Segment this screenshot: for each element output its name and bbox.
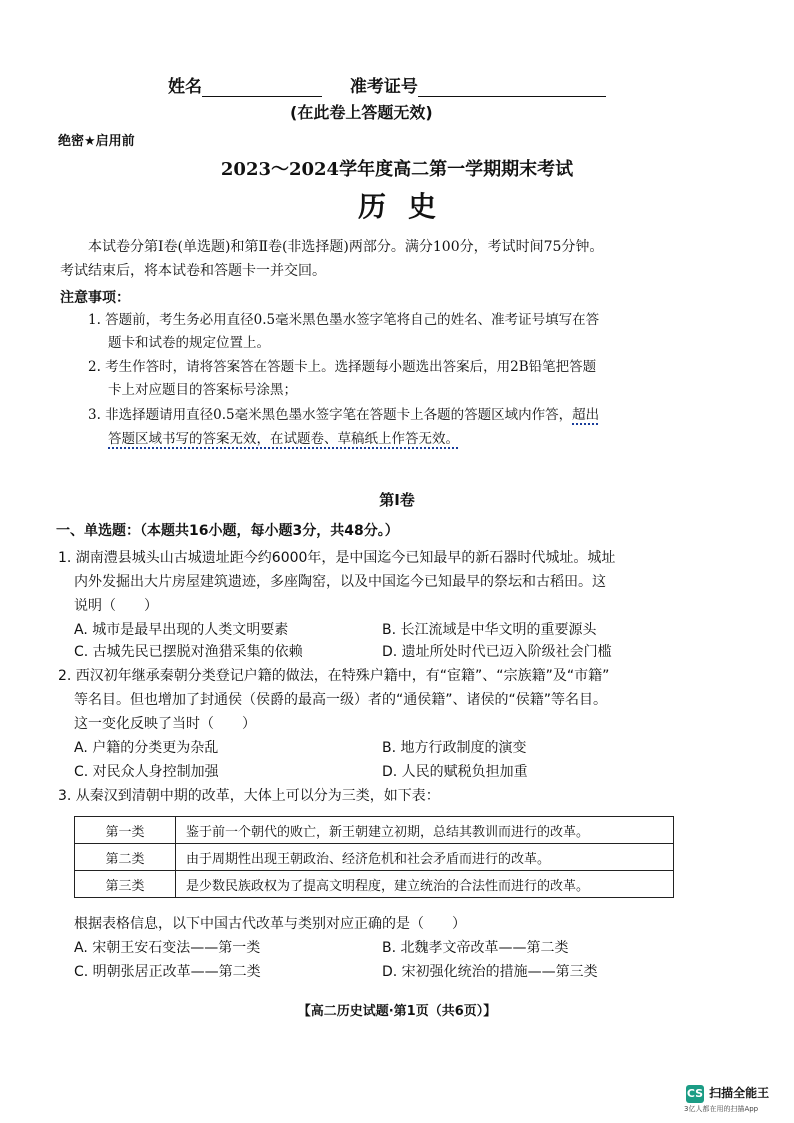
q3-option-a: A. 宋朝王安石变法——第一类 xyxy=(74,940,261,956)
intro-line-2: 考试结束后，将本试卷和答题卡一并交回。 xyxy=(60,263,326,279)
q2-line-1: 2. 西汉初年继承秦朝分类登记户籍的做法，在特殊户籍中，有“宦籍”、“宗族籍”及“市籍” xyxy=(58,668,610,684)
note-2-b: 卡上对应题目的答案标号涂黑； xyxy=(108,382,297,398)
table-row xyxy=(75,871,674,898)
watermark-tagline: 3亿人都在用的扫描App xyxy=(684,1105,759,1113)
scanner-watermark xyxy=(686,1082,769,1103)
row-desc: 是少数民族政权为了提高文明程度，建立统治的合法性而进行的改革。 xyxy=(176,871,674,898)
cs-logo: CS xyxy=(686,1085,704,1103)
q1-option-d: D. 遗址所处时代已迈入阶级社会门槛 xyxy=(382,644,612,660)
q3-option-d: D. 宋初强化统治的措施——第三类 xyxy=(382,964,598,980)
q2-line-3: 这一变化反映了当时（ ） xyxy=(74,716,256,732)
intro-line-1: 本试卷分第Ⅰ卷(单选题)和第Ⅱ卷(非选择题)两部分。满分100分，考试时间75分钟。 xyxy=(88,239,604,255)
table-row xyxy=(75,817,674,844)
table-row xyxy=(75,844,674,871)
section-title: 第Ⅰ卷 xyxy=(379,491,415,509)
q1-line-1: 1. 湖南澧县城头山古城遗址距今约6000年，是中国迄今已知最早的新石器时代城址。城址 xyxy=(58,550,616,566)
row-label: 第三类 xyxy=(75,871,176,898)
note-3-a-text: 3. 非选择题请用直径0.5毫米黑色墨水签字笔在答题卡上各题的答题区域内作答， xyxy=(88,407,573,423)
row-desc: 由于周期性出现王朝政治、经济危机和社会矛盾而进行的改革。 xyxy=(176,844,674,871)
q1-option-a: A. 城市是最早出现的人类文明要素 xyxy=(74,622,289,638)
note-3-a-dotted: 超出 xyxy=(572,407,600,423)
reform-table xyxy=(74,816,674,898)
part-heading: 一、单选题：（本题共16小题，每小题3分，共48分。） xyxy=(56,523,399,539)
q2-option-d: D. 人民的赋税负担加重 xyxy=(382,764,528,780)
name-blank xyxy=(202,78,322,97)
q1-option-c: C. 古城先民已摆脱对渔猎采集的依赖 xyxy=(74,644,303,660)
exam-subject: 历史 xyxy=(357,190,458,223)
q3-ask: 根据表格信息，以下中国古代改革与类别对应正确的是（ ） xyxy=(74,916,466,932)
note-1-a: 1. 答题前，考生务必用直径0.5毫米黑色墨水签字笔将自己的姓名、准考证号填写在答 xyxy=(88,312,600,328)
page-footer: 【高二历史试题·第1页（共6页）】 xyxy=(297,1004,497,1019)
id-blank xyxy=(418,78,606,97)
row-label: 第二类 xyxy=(75,844,176,871)
notes-heading: 注意事项： xyxy=(60,290,130,306)
watermark-brand: 扫描全能王 xyxy=(709,1086,770,1100)
q1-option-b: B. 长江流域是中华文明的重要源头 xyxy=(382,622,597,638)
q2-option-b: B. 地方行政制度的演变 xyxy=(382,740,527,756)
note-2-a: 2. 考生作答时，请将答案答在答题卡上。选择题每小题选出答案后，用2B铅笔把答题 xyxy=(88,359,597,375)
q2-option-a: A. 户籍的分类更为杂乱 xyxy=(74,740,219,756)
name-label: 姓名 xyxy=(168,77,202,97)
q3-option-b: B. 北魏孝文帝改革——第二类 xyxy=(382,940,569,956)
row-label: 第一类 xyxy=(75,817,176,844)
note-1-b: 题卡和试卷的规定位置上。 xyxy=(108,335,270,351)
q1-line-3: 说明（ ） xyxy=(74,598,158,614)
row-desc: 鉴于前一个朝代的败亡，新王朝建立初期，总结其教训而进行的改革。 xyxy=(176,817,674,844)
exam-title: 2023～2024学年度高二第一学期期末考试 xyxy=(220,159,574,180)
q3-option-c: C. 明朝张居正改革——第二类 xyxy=(74,964,261,980)
answer-notice: (在此卷上答题无效) xyxy=(290,103,433,122)
note-3-a xyxy=(88,404,599,427)
header-name-field xyxy=(168,72,606,97)
id-label: 准考证号 xyxy=(349,77,418,97)
secret-mark: 绝密★启用前 xyxy=(58,134,135,149)
q2-option-c: C. 对民众人身控制加强 xyxy=(74,764,219,780)
q3-line-1: 3. 从秦汉到清朝中期的改革，大体上可以分为三类，如下表： xyxy=(58,788,440,804)
q2-line-2: 等名目。但也增加了封通侯（侯爵的最高一级）者的“通侯籍”、诸侯的“侯籍”等名目。 xyxy=(74,692,608,708)
note-3-b-dotted: 答题区域书写的答案无效，在试题卷、草稿纸上作答无效。 xyxy=(108,431,459,447)
q1-line-2: 内外发掘出大片房屋建筑遗迹，多座陶窑，以及中国迄今已知最早的祭坛和古稻田。这 xyxy=(74,574,606,590)
